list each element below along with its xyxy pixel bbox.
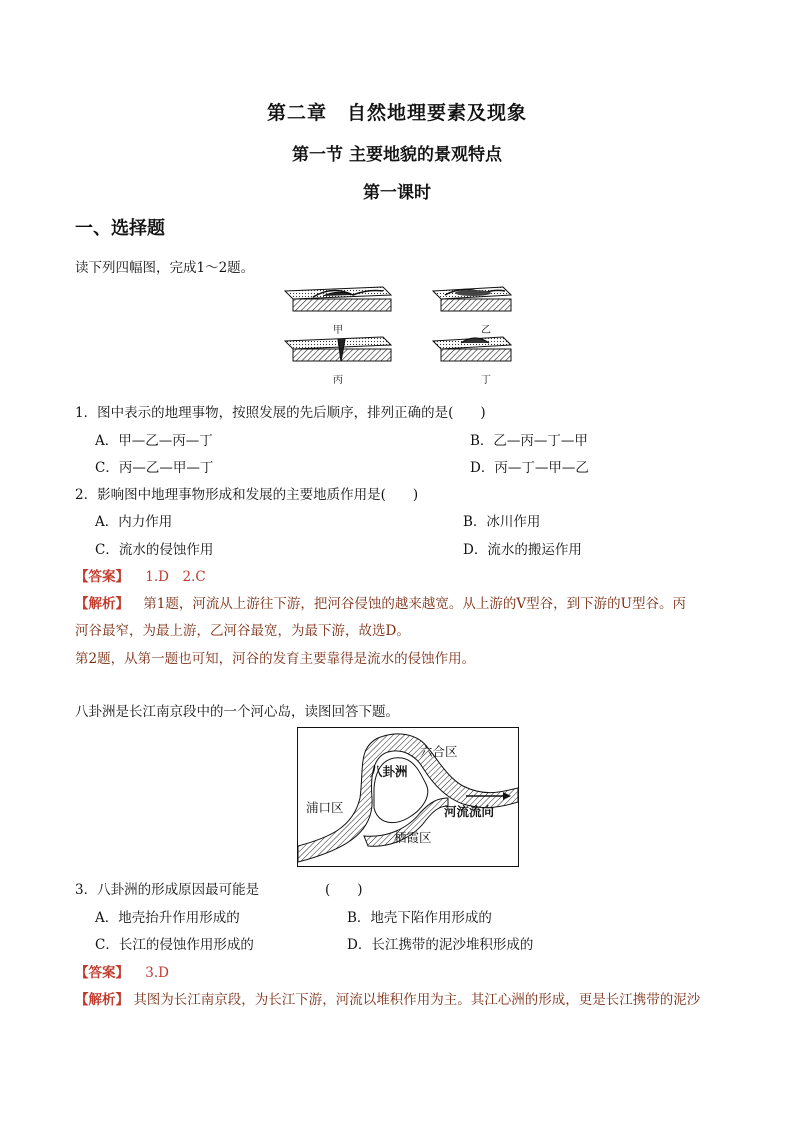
section-title: 第一节 主要地貌的景观特点 [292, 145, 502, 165]
map-label-qixia: 栖霞区 [394, 830, 432, 845]
q2-option-c: C．流水的侵蚀作用 [95, 542, 214, 558]
analysis-2-tag: 【解析】 [75, 992, 129, 1008]
label-yi: 乙 [481, 325, 491, 336]
q2-option-a: A．内力作用 [95, 514, 173, 530]
q3-paren: ( ) [325, 882, 363, 898]
analysis-1-line-3: 第2题，从第一题也可知，河谷的发育主要靠得是流水的侵蚀作用。 [75, 651, 476, 667]
q2-stem: 2．影响图中地理事物形成和发展的主要地质作用是( ) [75, 487, 419, 503]
q3-option-d: D．长江携带的泥沙堆积形成的 [347, 937, 534, 953]
answer-2-tag: 【答案】 [75, 965, 129, 981]
map-label-luhe: 六合区 [420, 744, 458, 759]
label-bing: 丙 [333, 375, 343, 386]
q3-option-b: B．地壳下陷作用形成的 [347, 910, 492, 926]
block-ding [433, 337, 511, 361]
label-ding: 丁 [481, 375, 491, 386]
q1-option-b: B．乙—丙—丁—甲 [470, 433, 588, 449]
answer-2-text: 3.D [145, 965, 170, 981]
q1-option-c: C．丙—乙—甲—丁 [95, 460, 214, 476]
map-label-pukou: 浦口区 [306, 800, 344, 815]
valley-figure [283, 283, 513, 386]
analysis-1-line-1 [75, 592, 686, 612]
answer-tag: 【答案】 [75, 569, 129, 585]
answer-text: 1.D 2.C [145, 569, 206, 585]
block-bing [285, 337, 391, 361]
analysis-text: 第1题，河流从上游往下游，把河谷侵蚀的越来越宽。从上游的V型谷，到下游的U型谷。丙 [143, 596, 687, 612]
lesson-title: 第一课时 [363, 183, 431, 203]
q2-option-d: D．流水的搬运作用 [463, 542, 582, 558]
q3-option-c: C．长江的侵蚀作用形成的 [95, 937, 254, 953]
intro-text-2: 八卦洲是长江南京段中的一个河心岛，读图回答下题。 [75, 704, 399, 720]
q1-stem: 1．图中表示的地理事物，按照发展的先后顺序，排列正确的是( ) [75, 405, 486, 421]
map-label-baguazhou: 八卦洲 [370, 764, 408, 779]
chapter-title: 第二章 自然地理要素及现象 [266, 102, 527, 124]
map-label-flow: 河流流向 [444, 804, 495, 819]
intro-text-1: 读下列四幅图，完成1～2题。 [75, 260, 255, 276]
analysis-2-line-1 [75, 988, 700, 1008]
q2-option-b: B．冰川作用 [463, 514, 541, 530]
analysis-2-text: 其图为长江南京段，为长江下游，河流以堆积作用为主。其江心洲的形成，更是长江携带的泥沙 [133, 992, 701, 1008]
block-yi [433, 287, 511, 311]
q3-stem: 3．八卦洲的形成原因最可能是 [75, 882, 260, 898]
answer-2 [75, 961, 169, 981]
answer-1 [75, 565, 206, 585]
q3-option-a: A．地壳抬升作用形成的 [95, 910, 240, 926]
q1-option-d: D．丙—丁—甲—乙 [470, 460, 589, 476]
part-heading: 一、选择题 [75, 218, 165, 239]
baguazhou-map [297, 727, 519, 867]
q1-option-a: A．甲—乙—丙—丁 [95, 433, 213, 449]
analysis-1-line-2: 河谷最窄，为最上游，乙河谷最宽，为最下游，故选D。 [75, 623, 410, 639]
block-jia [285, 287, 391, 311]
label-jia: 甲 [333, 325, 343, 336]
analysis-tag: 【解析】 [75, 596, 129, 612]
